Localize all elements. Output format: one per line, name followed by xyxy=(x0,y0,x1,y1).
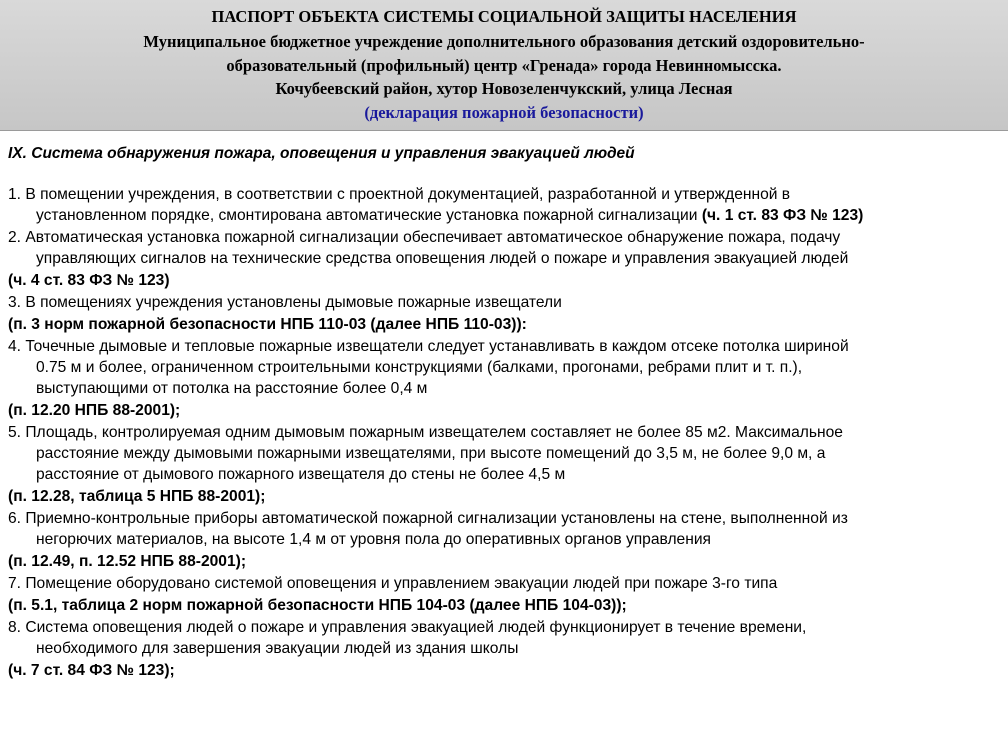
list-item-4-line3: выступающими от потолка на расстояние более 0,4 м xyxy=(36,380,428,397)
list-item-1-reference: (ч. 1 ст. 83 ФЗ № 123) xyxy=(701,207,864,224)
list-item-5-line2: расстояние между дымовыми пожарными извещателями, при высоте помещений до 3,5 м, не более 9,0 м, а xyxy=(36,445,826,462)
list-item-6-reference: (п. 12.49, п. 12.52 НПБ 88-2001); xyxy=(8,553,247,570)
list-item-4-reference: (п. 12.20 НПБ 88-2001); xyxy=(8,402,181,419)
list-item-4-line2: 0.75 м и более, ограниченном строительными конструкциями (балками, прогонами, ребрами плит и т. п.), xyxy=(36,359,803,376)
list-item-8-line1: 8. Система оповещения людей о пожаре и управления эвакуацией людей функционирует в течение времени, xyxy=(8,619,807,636)
list-item-7-reference: (п. 5.1, таблица 2 норм пожарной безопасности НПБ 104-03 (далее НПБ 104-03)); xyxy=(8,597,627,614)
list-item-6-line1: 6. Приемно-контрольные приборы автоматической пожарной сигнализации установлены на стене, выполненной из xyxy=(8,510,848,527)
list-item-2-reference: (ч. 4 ст. 83 ФЗ № 123) xyxy=(8,272,170,289)
list-item-2-line1: 2. Автоматическая установка пожарной сигнализации обеспечивает автоматическое обнаружение пожара, подачу xyxy=(8,229,841,246)
list-item-8-line2: необходимого для завершения эвакуации людей из здания школы xyxy=(36,640,519,657)
section-title: IX. Система обнаружения пожара, оповещения и управления эвакуацией людей xyxy=(8,145,635,162)
list-item-6-line2: негорючих материалов, на высоте 1,4 м от уровня пола до оперативных органов управления xyxy=(36,531,711,548)
list-item-3-reference: (п. 3 норм пожарной безопасности НПБ 110-03 (далее НПБ 110-03)): xyxy=(8,316,527,333)
header-institution-line1: Муниципальное бюджетное учреждение дополнительного образования детский оздоровительно- xyxy=(143,32,865,51)
list-item-8-reference: (ч. 7 ст. 84 ФЗ № 123); xyxy=(8,662,175,679)
list-item-5-line3: расстояние от дымового пожарного извещателя до стены не более 4,5 м xyxy=(36,466,566,483)
list-item-5-reference: (п. 12.28, таблица 5 НПБ 88-2001); xyxy=(8,488,266,505)
list-item-1-line1: 1. В помещении учреждения, в соответствии с проектной документацией, разработанной и утвержденной в xyxy=(8,186,791,203)
list-item-1-text: установленном порядке, смонтирована автоматические установка пожарной сигнализации xyxy=(36,207,702,224)
list-item-7-line1: 7. Помещение оборудовано системой оповещения и управлением эвакуации людей при пожаре 3-го типа xyxy=(8,575,778,592)
list-item-2-line2: управляющих сигналов на технические средства оповещения людей о пожаре и управления эвакуацией людей xyxy=(36,250,849,267)
header-address: Кочубеевский район, хутор Новозеленчукский, улица Лесная xyxy=(275,79,733,98)
header-institution-line2: образовательный (профильный) центр «Гренада» города Невинномысска. xyxy=(226,56,782,75)
header-subtitle: (декларация пожарной безопасности) xyxy=(364,103,644,122)
list-item-1-line2 xyxy=(36,205,863,226)
list-item-4-line1: 4. Точечные дымовые и тепловые пожарные извещатели следует устанавливать в каждом отсеке потолка шириной xyxy=(8,338,849,355)
document-header xyxy=(0,0,1008,131)
list-item-3-line1: 3. В помещениях учреждения установлены дымовые пожарные извещатели xyxy=(8,294,562,311)
list-item-5-line1: 5. Площадь, контролируемая одним дымовым пожарным извещателем составляет не более 85 м2. Максимальное xyxy=(8,424,843,441)
header-title: ПАСПОРТ ОБЪЕКТА СИСТЕМЫ СОЦИАЛЬНОЙ ЗАЩИТЫ НАСЕЛЕНИЯ xyxy=(211,7,797,26)
